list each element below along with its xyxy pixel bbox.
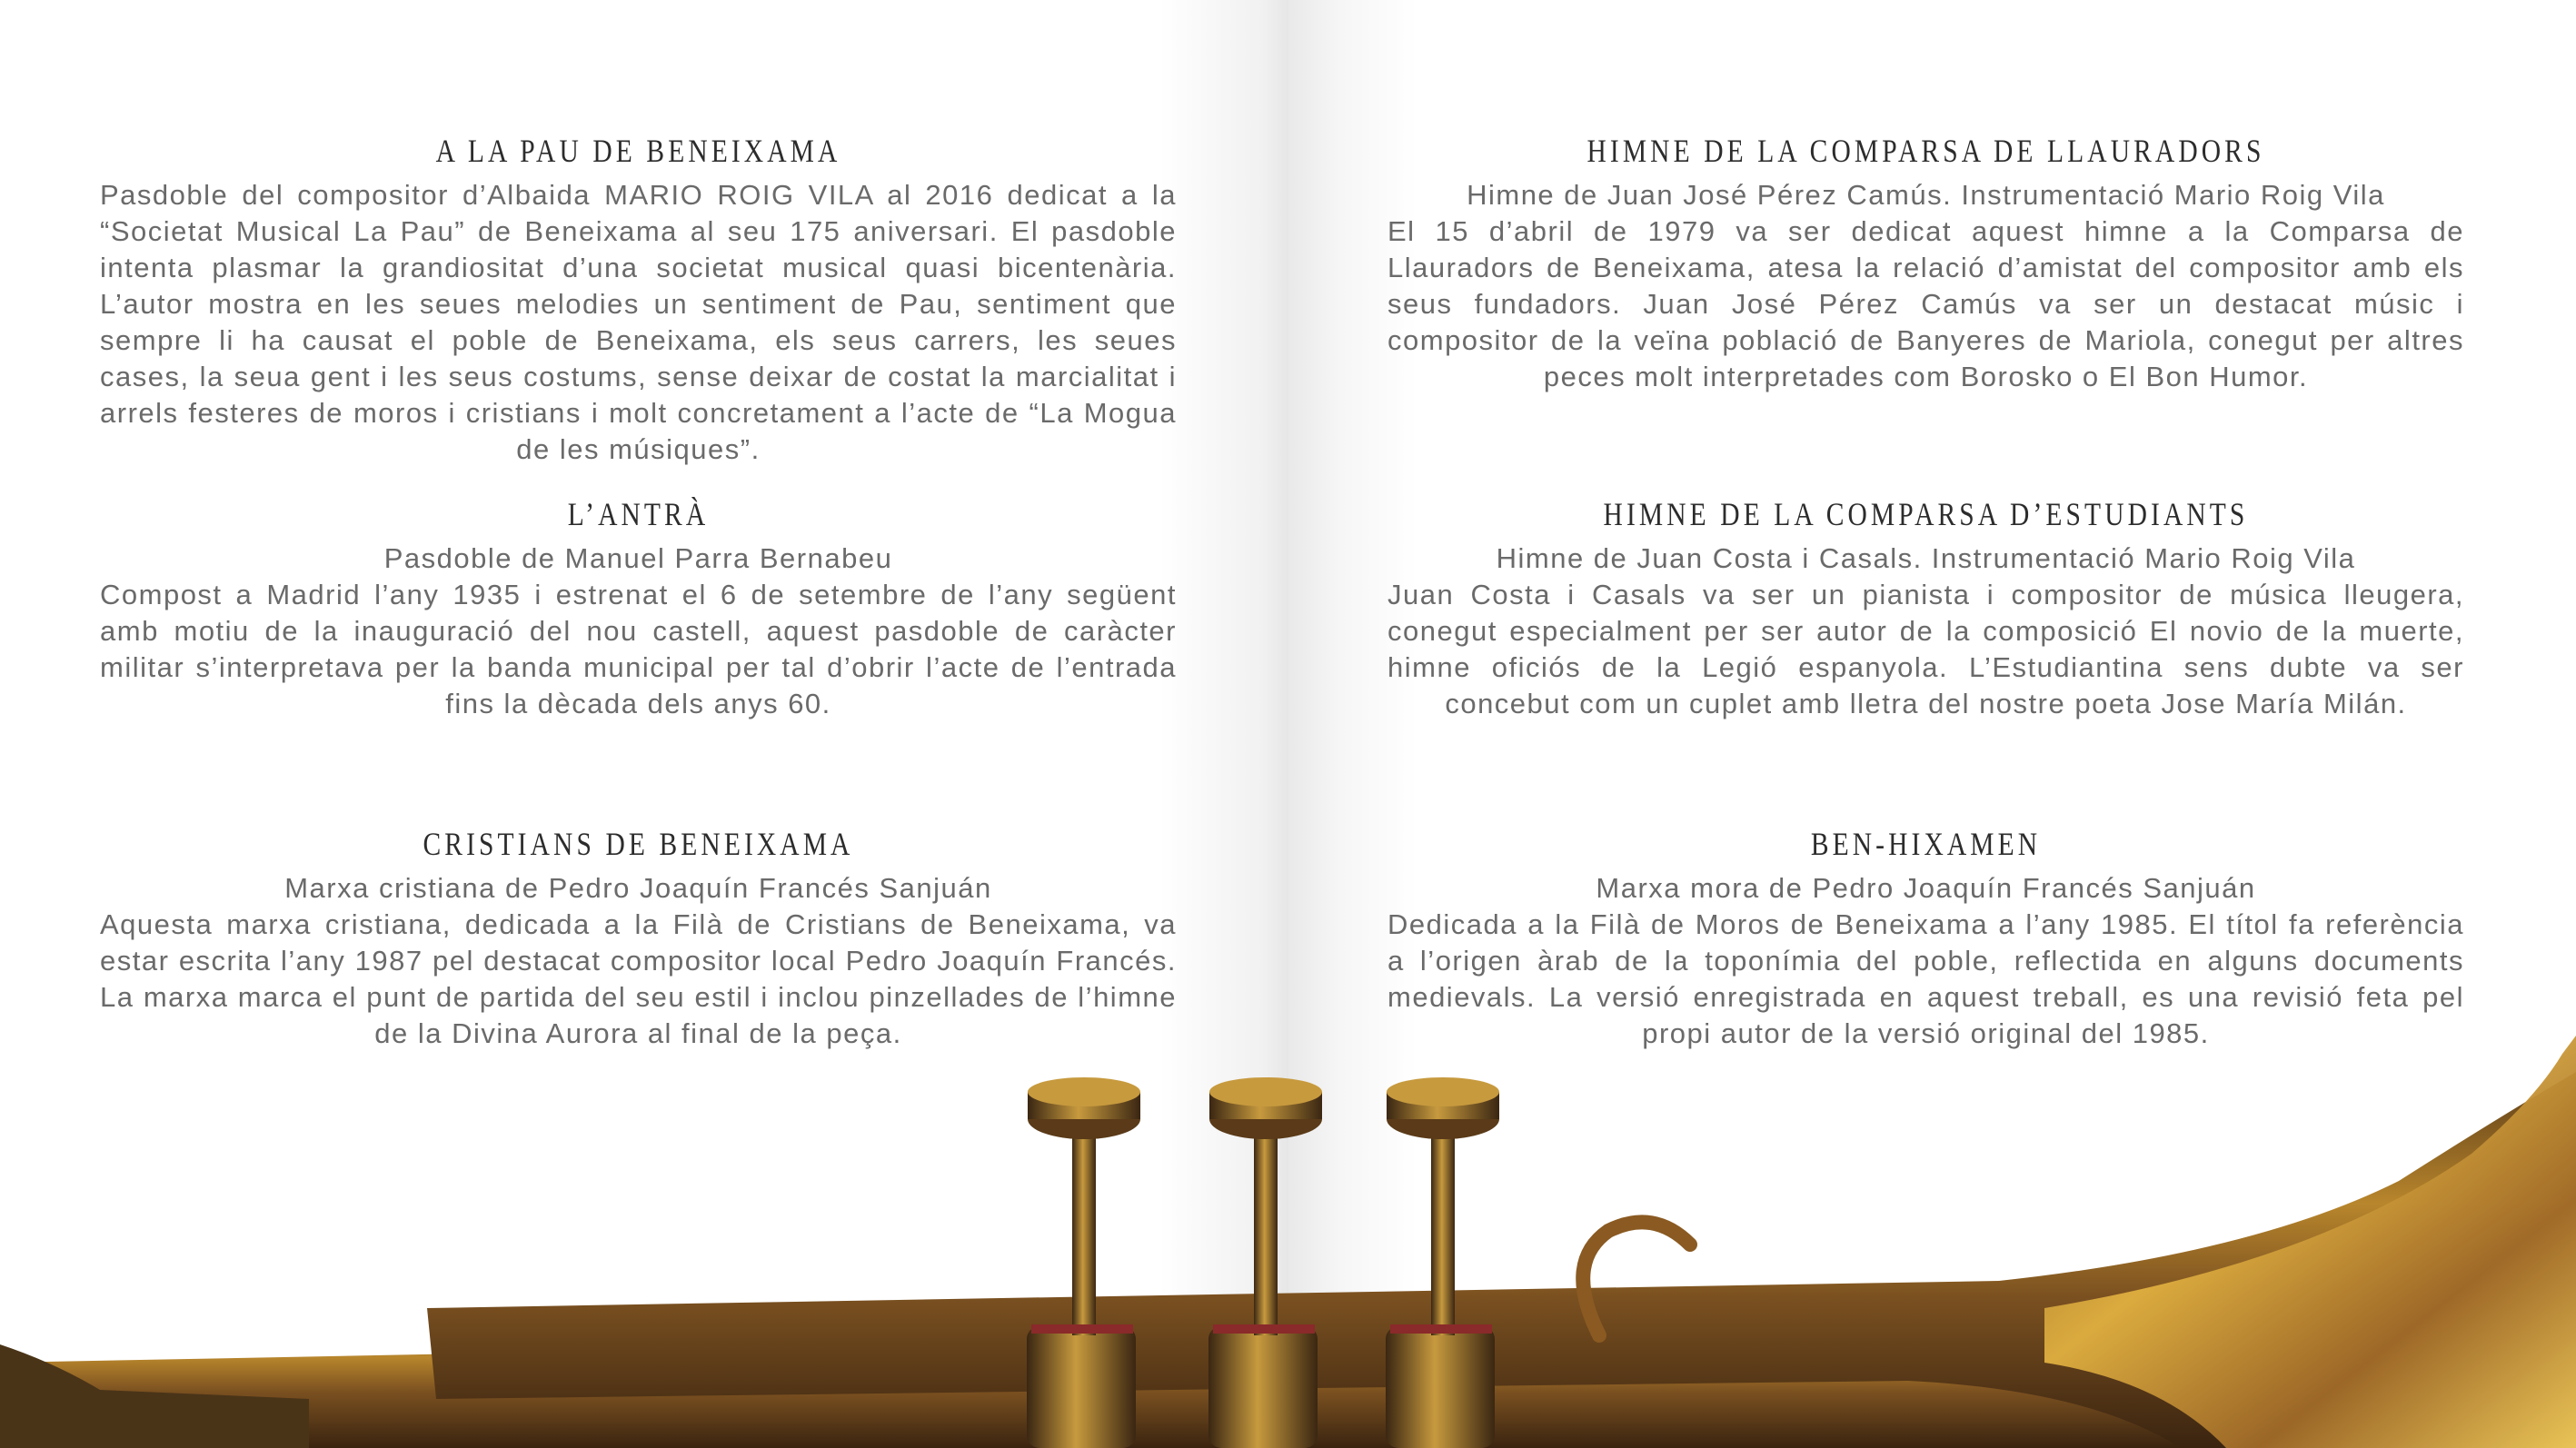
section-title: CRISTIANS DE BENEIXAMA	[423, 826, 854, 862]
valve-felt	[1390, 1324, 1492, 1334]
section-title: HIMNE DE LA COMPARSA D’ESTUDIANTS	[1603, 496, 2249, 532]
section-estudiants	[1387, 495, 2464, 722]
section-a-la-pau	[100, 132, 1177, 468]
trumpet-illustration	[0, 1036, 2576, 1448]
section-body: Juan Costa i Casals va ser un pianista i compositor de música lleugera, conegut especialment per ser autor de la composició El novio de la muerte, himne oficiós de la Legió espanyola. L’Estudiantina sens dubte va ser concebut com un cuplet amb lletra del nostre poeta Jose María Milán.	[1387, 579, 2464, 719]
valve-stem	[1431, 1117, 1455, 1335]
section-subtitle: Himne de Juan Costa i Casals. Instrumentació Mario Roig Vila	[1496, 542, 2356, 574]
section-body: El 15 d’abril de 1979 va ser dedicat aquest himne a la Comparsa de Llauradors de Beneixama, atesa la relació d’amistat del compositor amb els seus fundadors. Juan José Pérez Camús va ser un destacat músic i compositor de la veïna població de Banyeres de Mariola, conegut per altres peces molt interpretades com Borosko o El Bon Humor.	[1387, 215, 2464, 392]
section-subtitle: Pasdoble de Manuel Parra Bernabeu	[383, 542, 893, 574]
section-llauradors	[1387, 132, 2464, 395]
valve-button	[1028, 1077, 1140, 1106]
section-title: BEN-HIXAMEN	[1810, 826, 2042, 862]
valve-button	[1387, 1077, 1499, 1106]
section-title: L’ANTRÀ	[567, 496, 710, 532]
valve-casing	[1208, 1326, 1318, 1448]
valve-casing	[1027, 1326, 1136, 1448]
section-ben-hixamen	[1387, 825, 2464, 1052]
section-title: HIMNE DE LA COMPARSA DE LLAURADORS	[1586, 133, 2265, 169]
section-body: Dedicada a la Filà de Moros de Beneixama a l’any 1985. El títol fa referència a l’origen àrab de la toponímia del poble, reflectida en alguns documents medievals. La versió enregistrada en aquest treball, es una revisió feta pel propi autor de la versió original del 1985.	[1387, 908, 2464, 1049]
section-subtitle: Marxa mora de Pedro Joaquín Francés Sanjuán	[1596, 872, 2256, 904]
section-subtitle: Marxa cristiana de Pedro Joaquín Francés Sanjuán	[284, 872, 992, 904]
section-body: Aquesta marxa cristiana, dedicada a la Filà de Cristians de Beneixama, va estar escrita l’any 1987 pel destacat compositor local Pedro Joaquín Francés. La marxa marca el punt de partida del seu estil i inclou pinzellades de l’himne de la Divina Aurora al final de la peça.	[100, 908, 1177, 1049]
section-body: Pasdoble del compositor d’Albaida MARIO ROIG VILA al 2016 dedicat a la “Societat Musical La Pau” de Beneixama al seu 175 aniversari. El pasdoble intenta plasmar la grandiositat d’una societat musical quasi bicentenària. L’autor mostra en les seues melodies un sentiment de Pau, sentiment que sempre li ha causat el poble de Beneixama, els seus carrers, les seues cases, la seua gent i les seus costums, sense deixar de costat la marcialitat i arrels festeres de moros i cristians i molt concretament a l’acte de “La Mogua de les músiques”.	[100, 179, 1177, 465]
valve-stem	[1254, 1117, 1278, 1335]
valve-felt	[1031, 1324, 1133, 1334]
section-subtitle: Himne de Juan José Pérez Camús. Instrumentació Mario Roig Vila	[1467, 179, 2385, 211]
valve-casing	[1386, 1326, 1495, 1448]
section-body: Compost a Madrid l’any 1935 i estrenat el 6 de setembre de l’any següent amb motiu de la inauguració del nou castell, aquest pasdoble de caràcter militar s’interpretava per la banda municipal per tal d’obrir l’acte de l’entrada fins la dècada dels anys 60.	[100, 579, 1177, 719]
valve-felt	[1213, 1324, 1315, 1334]
section-lantra	[100, 495, 1177, 722]
valve-stem	[1072, 1117, 1096, 1335]
section-cristians	[100, 825, 1177, 1052]
valve-button	[1209, 1077, 1322, 1106]
section-title: A LA PAU DE BENEIXAMA	[435, 133, 841, 169]
